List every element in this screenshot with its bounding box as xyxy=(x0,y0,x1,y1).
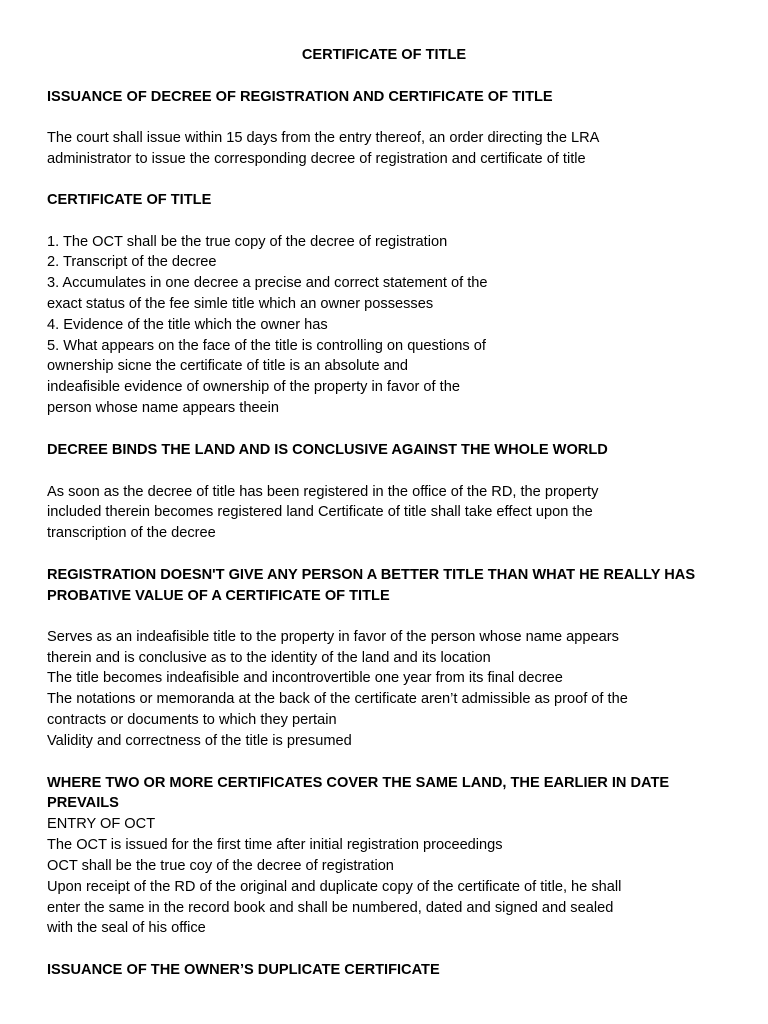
section-heading-two-certificates: WHERE TWO OR MORE CERTIFICATES COVER THE SAME LAND, THE EARLIER IN DATE xyxy=(47,775,670,791)
paragraph-line: transcription of the decree xyxy=(47,525,216,541)
paragraph-line: therein and is conclusive as to the identity of the land and its location xyxy=(47,650,491,666)
paragraph-line: The court shall issue within 15 days from the entry thereof, an order directing the LRA xyxy=(47,130,600,146)
paragraph-line: OCT shall be the true coy of the decree of registration xyxy=(47,858,394,874)
document-title: CERTIFICATE OF TITLE xyxy=(301,47,467,63)
subheading-entry-of-oct: ENTRY OF OCT xyxy=(47,816,156,832)
section-heading-owners-duplicate: ISSUANCE OF THE OWNER’S DUPLICATE CERTIFICATE xyxy=(47,962,440,978)
list-item-continuation: exact status of the fee simle title which an owner possesses xyxy=(47,296,434,312)
list-item: 1. The OCT shall be the true copy of the decree of registration xyxy=(47,234,448,250)
paragraph-line: enter the same in the record book and shall be numbered, dated and signed and sealed xyxy=(47,900,614,916)
section-heading-issuance-decree: ISSUANCE OF DECREE OF REGISTRATION AND CERTIFICATE OF TITLE xyxy=(47,89,553,105)
paragraph-line: Serves as an indeafisible title to the property in favor of the person whose name appears xyxy=(47,629,619,645)
list-item: 2. Transcript of the decree xyxy=(47,254,217,270)
section-heading-registration-better-title: REGISTRATION DOESN'T GIVE ANY PERSON A BETTER TITLE THAN WHAT HE REALLY HAS xyxy=(47,567,696,583)
section-heading-certificate-of-title: CERTIFICATE OF TITLE xyxy=(47,192,212,208)
section-heading-decree-binds-land: DECREE BINDS THE LAND AND IS CONCLUSIVE AGAINST THE WHOLE WORLD xyxy=(47,442,608,458)
paragraph-line: The title becomes indeafisible and incontrovertible one year from its final decree xyxy=(47,670,563,686)
list-item: 4. Evidence of the title which the owner has xyxy=(47,317,328,333)
section-heading-prevails: PREVAILS xyxy=(47,795,119,811)
section-heading-probative-value: PROBATIVE VALUE OF A CERTIFICATE OF TITLE xyxy=(47,588,390,604)
list-item-continuation: ownership sicne the certificate of title is an absolute and xyxy=(47,358,408,374)
paragraph-line: The OCT is issued for the first time after initial registration proceedings xyxy=(47,837,503,853)
paragraph-line: included therein becomes registered land Certificate of title shall take effect upon the xyxy=(47,504,593,520)
paragraph-line: Validity and correctness of the title is presumed xyxy=(47,733,352,749)
list-item-continuation: indeafisible evidence of ownership of the property in favor of the xyxy=(47,379,460,395)
paragraph-line: Upon receipt of the RD of the original and duplicate copy of the certificate of title, he shall xyxy=(47,879,622,895)
paragraph-line: with the seal of his office xyxy=(47,920,206,936)
paragraph-line: administrator to issue the corresponding decree of registration and certificate of title xyxy=(47,151,586,167)
list-item: 3. Accumulates in one decree a precise and correct statement of the xyxy=(47,275,488,291)
paragraph-line: The notations or memoranda at the back of the certificate aren’t admissible as proof of the xyxy=(47,691,628,707)
list-item: 5. What appears on the face of the title is controlling on questions of xyxy=(47,338,486,354)
paragraph-line: As soon as the decree of title has been registered in the office of the RD, the property xyxy=(47,484,599,500)
list-item-continuation: person whose name appears theein xyxy=(47,400,280,416)
paragraph-line: contracts or documents to which they pertain xyxy=(47,712,337,728)
